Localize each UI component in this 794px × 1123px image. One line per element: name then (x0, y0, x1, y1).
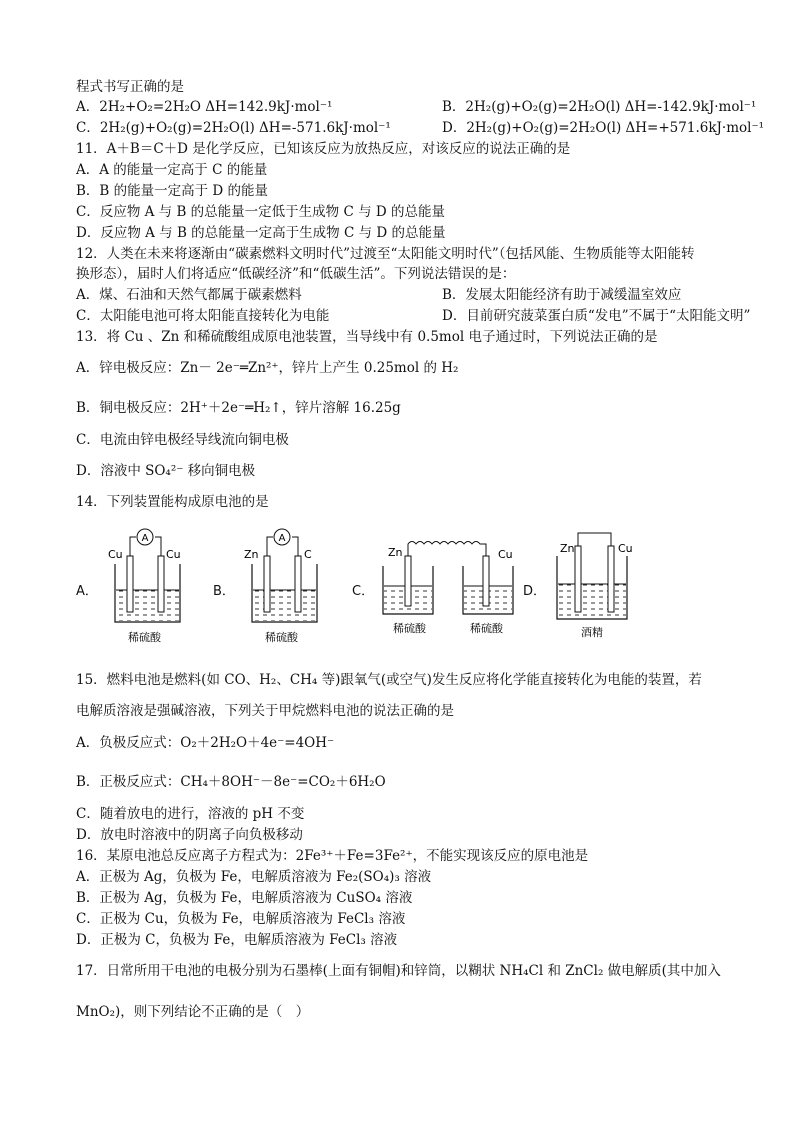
q11-option-b: B．B 的能量一定高于 D 的能量 (76, 183, 269, 199)
q15-stem-cont: 电解质溶液是强碱溶液，下列关于甲烷燃料电池的说法正确的是 (76, 703, 454, 719)
ammeter-icon: A (278, 533, 286, 544)
solution-b: 稀硫酸 (265, 631, 298, 644)
q12-option-b: B．发展太阳能经济有助于减缓温室效应 (442, 287, 682, 303)
q16-option-c: C．正极为 Cu，负极为 Fe，电解质溶液为 FeCl₃ 溶液 (76, 911, 406, 927)
q16-option-a: A．正极为 Ag，负极为 Fe，电解质溶液为 Fe₂(SO₄)₃ 溶液 (76, 869, 432, 885)
q10-option-b: B．2H₂(g)+O₂(g)=2H₂O(l) ΔH=-142.9kJ·mol⁻¹ (442, 99, 757, 115)
solution-a: 稀硫酸 (128, 631, 161, 644)
q12-stem-cont: 换形态），届时人们将适应“低碳经济”和“低碳生活”。下列说法错误的是： (76, 266, 516, 282)
q14-apparatus-drawings (70, 522, 690, 647)
solution-d: 酒精 (581, 626, 603, 639)
electrode-a-right: Cu (166, 548, 181, 561)
apparatus-d (557, 533, 633, 639)
q15-option-a: A．负极反应式：O₂＋2H₂O＋4e⁻=4OH⁻ (76, 735, 335, 751)
q10-option-a: A．2H₂+O₂=2H₂O ΔH=142.9kJ·mol⁻¹ (76, 99, 333, 115)
q15-stem: 15．燃料电池是燃料(如 CO、H₂、CH₄ 等)跟氧气(或空气)发生反应将化学能直接转化为电能的装置，若 (76, 672, 702, 688)
q10-options-row2 (76, 119, 764, 137)
electrode-a-left: Cu (108, 548, 123, 561)
q14-fig-label-c: C． (352, 584, 375, 599)
q12-options-row2 (76, 307, 751, 325)
q12-stem: 12．人类在未来将逐渐由“碳素燃料文明时代”过渡至“太阳能文明时代”（包括风能、生物质能等太阳能转 (76, 246, 695, 262)
q13-stem: 13．将 Cu 、Zn 和稀硫酸组成原电池装置，当导线中有 0.5mol 电子通过时，下列说法正确的是 (76, 329, 658, 345)
q14-stem: 14．下列装置能构成原电池的是 (76, 494, 269, 510)
q13-option-b: B．铜电极反应：2H⁺＋2e⁻═H₂↑，锌片溶解 16.25g (76, 400, 401, 416)
apparatus-c (383, 542, 513, 636)
electrode-d-right: Cu (618, 542, 633, 555)
q12-options-row1 (76, 286, 682, 304)
q16-option-b: B．正极为 Ag，负极为 Fe，电解质溶液为 CuSO₄ 溶液 (76, 890, 413, 906)
q11-stem: 11．A＋B＝C＋D 是化学反应，已知该反应为放热反应，对该反应的说法正确的是 (76, 141, 571, 157)
q10-stem-tail: 程式书写正确的是 (76, 79, 184, 95)
q15-option-c: C．随着放电的进行，溶液的 pH 不变 (76, 806, 305, 822)
q14-fig-label-d: D． (523, 584, 547, 599)
solution-c2: 稀硫酸 (470, 622, 503, 635)
q13-option-a: A．锌电极反应：Zn－ 2e⁻═Zn²⁺，锌片上产生 0.25mol 的 H₂ (76, 360, 459, 376)
q14-fig-label-a: A． (76, 584, 98, 599)
q10-option-d: D．2H₂(g)+O₂(g)=2H₂O(l) ΔH=+571.6kJ·mol⁻¹ (442, 120, 764, 136)
electrode-c-right: Cu (498, 548, 513, 561)
q11-option-c: C．反应物 A 与 B 的总能量一定低于生成物 C 与 D 的总能量 (76, 204, 445, 220)
q15-option-b: B．正极反应式：CH₄＋8OH⁻－8e⁻=CO₂＋6H₂O (76, 774, 386, 790)
q17-stem-cont: MnO₂)，则下列结论不正确的是（ ） (76, 1004, 310, 1020)
q10-options-row1 (76, 98, 757, 116)
electrode-d-left: Zn (560, 542, 575, 555)
q10-option-c: C．2H₂(g)+O₂(g)=2H₂O(l) ΔH=-571.6kJ·mol⁻¹ (76, 120, 391, 136)
q13-option-c: C．电流由锌电极经导线流向铜电极 (76, 432, 289, 448)
q12-option-d: D．目前研究菠菜蛋白质“发电”不属于“太阳能文明” (442, 308, 751, 324)
q11-option-a: A．A 的能量一定高于 C 的能量 (76, 162, 268, 178)
q13-option-d: D．溶液中 SO₄²⁻ 移向铜电极 (76, 463, 256, 479)
q17-stem: 17．日常所用干电池的电极分别为石墨棒(上面有铜帽)和锌筒，以糊状 NH₄Cl 和 ZnCl₂ 做电解质(其中加入 (76, 963, 721, 979)
electrode-b-left: Zn (244, 548, 259, 561)
q14-apparatus-figure (70, 522, 690, 647)
q12-option-a: A．煤、石油和天然气都属于碳素燃料 (76, 287, 302, 303)
q15-option-d: D．放电时溶液中的阴离子向负极移动 (76, 827, 303, 843)
q16-stem: 16．某原电池总反应离子方程式为：2Fe³⁺＋Fe=3Fe²⁺，不能实现该反应的原电池是 (76, 848, 589, 864)
apparatus-a (108, 529, 181, 644)
q14-fig-label-b: B． (213, 584, 235, 599)
electrode-b-right: C (304, 548, 312, 561)
apparatus-b (244, 529, 317, 644)
q11-option-d: D．反应物 A 与 B 的总能量一定高于生成物 C 与 D 的总能量 (76, 225, 446, 241)
electrode-c-left: Zn (388, 546, 403, 559)
solution-c1: 稀硫酸 (393, 622, 426, 635)
q12-option-c: C．太阳能电池可将太阳能直接转化为电能 (76, 308, 330, 324)
q16-option-d: D．正极为 C，负极为 Fe，电解质溶液为 FeCl₃ 溶液 (76, 932, 398, 948)
ammeter-icon: A (141, 533, 149, 544)
